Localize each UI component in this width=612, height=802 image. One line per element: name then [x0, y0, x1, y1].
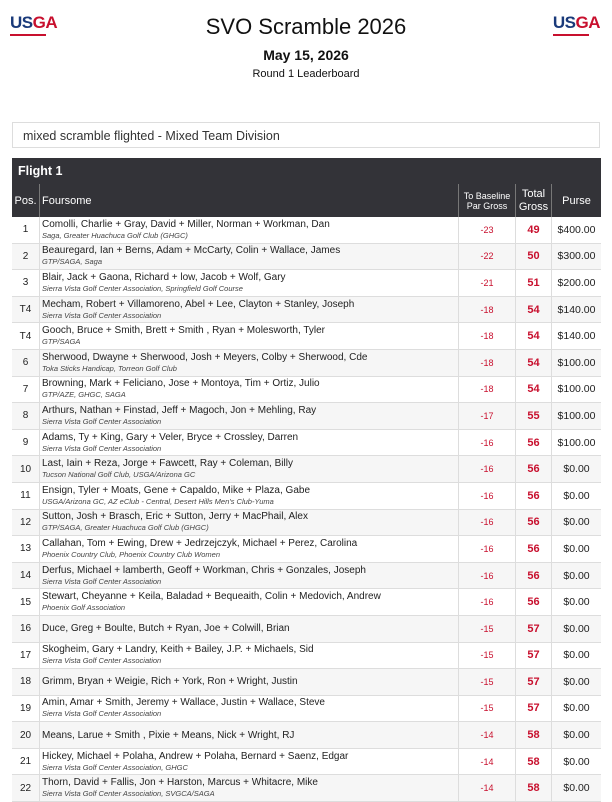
row-foursome — [40, 376, 459, 403]
row-to-baseline: -16 — [459, 456, 516, 483]
row-position: 6 — [12, 349, 40, 376]
row-foursome — [40, 323, 459, 350]
team-club: Tucson National Golf Club, USGA/Arizona GC — [42, 470, 196, 480]
team-names: Grimm, Bryan + Weigie, Rich + York, Ron + Wright, Justin — [42, 676, 298, 688]
row-position: T4 — [12, 296, 40, 323]
row-foursome — [40, 243, 459, 270]
row-to-baseline: -16 — [459, 536, 516, 563]
row-foursome — [40, 509, 459, 536]
row-total-gross: 56 — [516, 589, 552, 616]
team-club: GTP/SAGA, Saga — [42, 257, 103, 267]
row-purse: $100.00 — [552, 349, 602, 376]
page-title: SVO Scramble 2026 — [205, 14, 407, 39]
round-subtitle: Round 1 Leaderboard — [252, 68, 360, 80]
row-total-gross: 56 — [516, 509, 552, 536]
team-club: Sierra Vista Golf Center Association — [42, 310, 162, 320]
row-position: T4 — [12, 323, 40, 350]
row-purse: $200.00 — [552, 270, 602, 297]
row-total-gross: 54 — [516, 323, 552, 350]
col-header-pos: Pos. — [12, 184, 40, 217]
table-row — [12, 296, 601, 323]
row-position: 20 — [12, 722, 40, 749]
row-foursome — [40, 482, 459, 509]
table-row — [12, 429, 601, 456]
row-foursome — [40, 349, 459, 376]
team-names: Amin, Amar + Smith, Jeremy + Wallace, Justin + Wallace, Steve — [42, 697, 325, 709]
row-to-baseline: -16 — [459, 562, 516, 589]
team-club: GTP/AZE, GHGC, SAGA — [42, 390, 126, 400]
table-row — [12, 509, 601, 536]
team-club: Phoenix Country Club, Phoenix Country Club Women — [42, 549, 221, 559]
row-purse: $0.00 — [552, 589, 602, 616]
row-position: 16 — [12, 615, 40, 642]
table-row — [12, 669, 601, 696]
table-row — [12, 748, 601, 775]
row-position: 12 — [12, 509, 40, 536]
team-names: Adams, Ty + King, Gary + Veler, Bryce + Crossley, Darren — [42, 431, 299, 443]
row-position: 10 — [12, 456, 40, 483]
row-position: 2 — [12, 243, 40, 270]
row-to-baseline: -16 — [459, 509, 516, 536]
team-club: Phoenix Golf Association — [42, 603, 126, 613]
table-row — [12, 456, 601, 483]
team-names: Stewart, Cheyanne + Keila, Baladad + Bequeaith, Colin + Medovich, Andrew — [42, 591, 381, 603]
usga-logo-right: USGA — [553, 13, 600, 36]
row-purse: $140.00 — [552, 323, 602, 350]
row-to-baseline: -18 — [459, 349, 516, 376]
row-total-gross: 56 — [516, 562, 552, 589]
col-header-foursome: Foursome — [40, 184, 459, 217]
team-club: Toka Sticks Handicap, Torreon Golf Club — [42, 363, 177, 373]
row-foursome — [40, 615, 459, 642]
row-foursome — [40, 429, 459, 456]
row-foursome — [40, 536, 459, 563]
row-purse: $0.00 — [552, 748, 602, 775]
row-purse: $100.00 — [552, 403, 602, 430]
team-club: Sierra Vista Golf Center Association — [42, 656, 162, 666]
row-to-baseline: -16 — [459, 589, 516, 616]
row-position: 21 — [12, 748, 40, 775]
team-club: Sierra Vista Golf Center Association — [42, 443, 162, 453]
table-row — [12, 243, 601, 270]
row-purse: $400.00 — [552, 217, 602, 243]
team-names: Callahan, Tom + Ewing, Drew + Jedrzejczyk, Michael + Perez, Carolina — [42, 537, 358, 549]
row-foursome — [40, 270, 459, 297]
team-names: Means, Larue + Smith , Pixie + Means, Nick + Wright, RJ — [42, 729, 295, 741]
row-to-baseline: -16 — [459, 429, 516, 456]
division-label: mixed scramble flighted - Mixed Team Division — [12, 122, 600, 148]
row-total-gross: 56 — [516, 482, 552, 509]
team-names: Ensign, Tyler + Moats, Gene + Capaldo, Mike + Plaza, Gabe — [42, 484, 311, 496]
table-row — [12, 615, 601, 642]
team-names: Browning, Mark + Feliciano, Jose + Montoya, Tim + Ortiz, Julio — [42, 378, 320, 390]
row-foursome — [40, 589, 459, 616]
team-club: Sierra Vista Golf Center Association, SVGCA/SAGA — [42, 789, 215, 799]
row-total-gross: 54 — [516, 349, 552, 376]
col-header-to-baseline: To Baseline Par Gross — [459, 184, 516, 217]
row-foursome — [40, 296, 459, 323]
row-total-gross: 56 — [516, 456, 552, 483]
row-to-baseline: -16 — [459, 482, 516, 509]
row-position: 7 — [12, 376, 40, 403]
row-purse: $0.00 — [552, 615, 602, 642]
table-row — [12, 589, 601, 616]
team-club: Saga, Greater Huachuca Golf Club (GHGC) — [42, 230, 188, 240]
team-club: GTP/SAGA, Greater Huachuca Golf Club (GHGC) — [42, 523, 209, 533]
row-foursome — [40, 669, 459, 696]
row-to-baseline: -22 — [459, 243, 516, 270]
row-purse: $100.00 — [552, 429, 602, 456]
row-foursome — [40, 217, 459, 243]
row-to-baseline: -15 — [459, 695, 516, 722]
row-total-gross: 58 — [516, 748, 552, 775]
row-to-baseline: -21 — [459, 270, 516, 297]
table-row — [12, 722, 601, 749]
table-row — [12, 642, 601, 669]
team-names: Thorn, David + Fallis, Jon + Harston, Marcus + Whitacre, Mike — [42, 777, 318, 789]
team-club: Sierra Vista Golf Center Association, Springfield Golf Course — [42, 283, 243, 293]
row-total-gross: 56 — [516, 536, 552, 563]
row-purse: $0.00 — [552, 536, 602, 563]
table-row — [12, 323, 601, 350]
table-row — [12, 775, 601, 802]
team-names: Duce, Greg + Boulte, Butch + Ryan, Joe + Colwill, Brian — [42, 623, 290, 635]
row-purse: $0.00 — [552, 482, 602, 509]
team-names: Sherwood, Dwayne + Sherwood, Josh + Meyers, Colby + Sherwood, Cde — [42, 351, 368, 363]
leaderboard-table — [12, 184, 601, 802]
row-position: 18 — [12, 669, 40, 696]
row-position: 1 — [12, 217, 40, 243]
table-row — [12, 482, 601, 509]
row-position: 14 — [12, 562, 40, 589]
row-purse: $0.00 — [552, 456, 602, 483]
row-position: 13 — [12, 536, 40, 563]
row-purse: $140.00 — [552, 296, 602, 323]
team-names: Blair, Jack + Gaona, Richard + low, Jacob + Wolf, Gary — [42, 271, 286, 283]
row-total-gross: 55 — [516, 403, 552, 430]
row-to-baseline: -14 — [459, 722, 516, 749]
team-club: USGA/Arizona GC, AZ eClub - Central, Desert Hills Men's Club-Yuma — [42, 496, 274, 506]
row-position: 9 — [12, 429, 40, 456]
row-foursome — [40, 722, 459, 749]
row-total-gross: 51 — [516, 270, 552, 297]
team-club: Sierra Vista Golf Center Association, GHGC — [42, 762, 188, 772]
table-row — [12, 270, 601, 297]
table-row — [12, 217, 601, 243]
row-total-gross: 57 — [516, 669, 552, 696]
team-names: Hickey, Michael + Polaha, Andrew + Polaha, Bernard + Saenz, Edgar — [42, 750, 349, 762]
row-to-baseline: -18 — [459, 376, 516, 403]
team-names: Comolli, Charlie + Gray, David + Miller, Norman + Workman, Dan — [42, 218, 330, 230]
row-purse: $0.00 — [552, 562, 602, 589]
row-position: 8 — [12, 403, 40, 430]
row-to-baseline: -15 — [459, 642, 516, 669]
table-row — [12, 376, 601, 403]
table-header-row — [12, 184, 601, 217]
row-position: 17 — [12, 642, 40, 669]
row-foursome — [40, 456, 459, 483]
row-to-baseline: -15 — [459, 615, 516, 642]
event-date: May 15, 2026 — [263, 47, 349, 63]
row-total-gross: 50 — [516, 243, 552, 270]
team-names: Beauregard, Ian + Berns, Adam + McCarty, Colin + Wallace, James — [42, 245, 341, 257]
row-purse: $100.00 — [552, 376, 602, 403]
row-purse: $0.00 — [552, 775, 602, 802]
team-club: Sierra Vista Golf Center Association — [42, 709, 162, 719]
row-total-gross: 49 — [516, 217, 552, 243]
usga-logo-left: USGA — [10, 13, 57, 36]
row-total-gross: 58 — [516, 775, 552, 802]
team-club: GTP/SAGA — [42, 337, 81, 347]
row-total-gross: 54 — [516, 376, 552, 403]
row-foursome — [40, 642, 459, 669]
row-foursome — [40, 562, 459, 589]
table-row — [12, 562, 601, 589]
team-names: Mecham, Robert + Villamoreno, Abel + Lee, Clayton + Stanley, Joseph — [42, 298, 355, 310]
row-to-baseline: -15 — [459, 669, 516, 696]
row-purse: $0.00 — [552, 509, 602, 536]
row-to-baseline: -17 — [459, 403, 516, 430]
row-position: 15 — [12, 589, 40, 616]
table-row — [12, 536, 601, 563]
row-total-gross: 57 — [516, 695, 552, 722]
team-club: Sierra Vista Golf Center Association — [42, 576, 162, 586]
table-row — [12, 695, 601, 722]
row-total-gross: 58 — [516, 722, 552, 749]
row-to-baseline: -23 — [459, 217, 516, 243]
row-purse: $0.00 — [552, 669, 602, 696]
team-names: Sutton, Josh + Brasch, Eric + Sutton, Jerry + MacPhail, Alex — [42, 511, 308, 523]
row-to-baseline: -14 — [459, 748, 516, 775]
team-names: Last, Iain + Reza, Jorge + Fawcett, Ray + Coleman, Billy — [42, 458, 293, 470]
row-purse: $0.00 — [552, 695, 602, 722]
col-header-total-gross: Total Gross — [516, 184, 552, 217]
row-position: 22 — [12, 775, 40, 802]
row-position: 3 — [12, 270, 40, 297]
row-to-baseline: -14 — [459, 775, 516, 802]
table-row — [12, 403, 601, 430]
team-club: Sierra Vista Golf Center Association — [42, 416, 162, 426]
row-foursome — [40, 775, 459, 802]
row-foursome — [40, 695, 459, 722]
row-total-gross: 56 — [516, 429, 552, 456]
row-total-gross: 57 — [516, 642, 552, 669]
row-to-baseline: -18 — [459, 323, 516, 350]
row-position: 19 — [12, 695, 40, 722]
row-total-gross: 54 — [516, 296, 552, 323]
row-foursome — [40, 748, 459, 775]
row-purse: $0.00 — [552, 722, 602, 749]
team-names: Skogheim, Gary + Landry, Keith + Bailey, J.P. + Michaels, Sid — [42, 644, 314, 656]
team-names: Gooch, Bruce + Smith, Brett + Smith , Ryan + Molesworth, Tyler — [42, 325, 325, 337]
row-purse: $0.00 — [552, 642, 602, 669]
row-purse: $300.00 — [552, 243, 602, 270]
row-foursome — [40, 403, 459, 430]
team-names: Derfus, Michael + lamberth, Geoff + Workman, Chris + Gonzales, Joseph — [42, 564, 366, 576]
table-row — [12, 349, 601, 376]
col-header-purse: Purse — [552, 184, 602, 217]
flight-header: Flight 1 — [12, 158, 601, 184]
row-position: 11 — [12, 482, 40, 509]
team-names: Arthurs, Nathan + Finstad, Jeff + Magoch, Jon + Mehling, Ray — [42, 404, 317, 416]
row-to-baseline: -18 — [459, 296, 516, 323]
row-total-gross: 57 — [516, 615, 552, 642]
